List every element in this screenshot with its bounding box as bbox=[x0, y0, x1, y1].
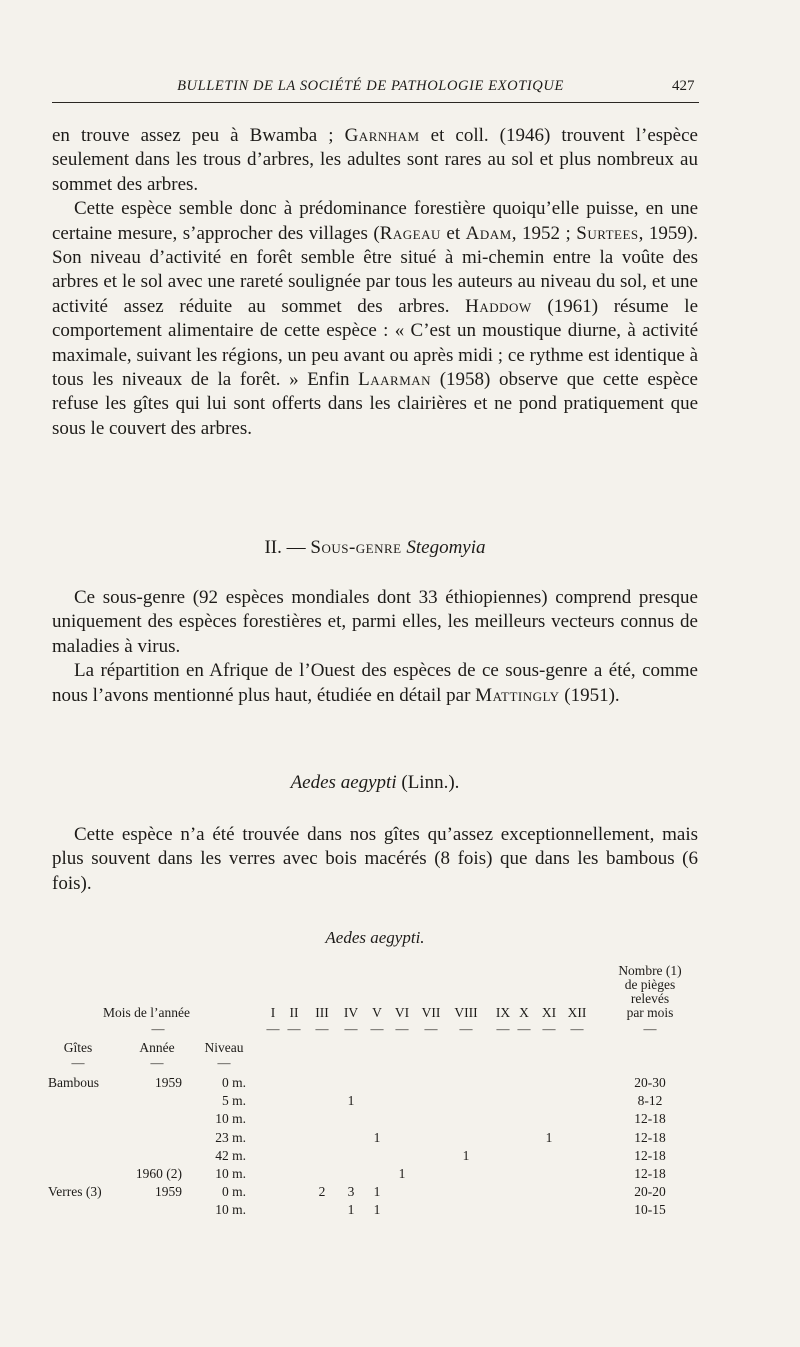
header-dash: — bbox=[496, 1021, 510, 1036]
section-heading: II. — Sous-genre Stegomyia bbox=[264, 537, 486, 558]
header-dash: — bbox=[266, 1021, 280, 1036]
month-header: I bbox=[270, 1005, 276, 1020]
month-header: VIII bbox=[454, 1005, 478, 1020]
header-dash: — bbox=[370, 1021, 384, 1036]
author-name: Surtees bbox=[576, 222, 639, 244]
table-cell: 1 bbox=[462, 1147, 470, 1163]
row-count: 12-18 bbox=[634, 1111, 666, 1127]
row-niveau: 10 m. bbox=[215, 1202, 246, 1218]
month-header: X bbox=[519, 1005, 529, 1020]
header-dash: — bbox=[287, 1021, 301, 1036]
paragraph-3: Ce sous-genre (92 espèces mondiales dont 33 éthiopiennes) comprend presque uniquement des espèces forestières et, parmi elles, les meilleurs vecteurs connus de maladies à virus. bbox=[52, 587, 698, 657]
month-header: VI bbox=[394, 1005, 410, 1020]
body-text-middle bbox=[52, 586, 698, 708]
row-niveau: 23 m. bbox=[215, 1129, 246, 1145]
header-dash: — bbox=[395, 1021, 409, 1036]
column-header-niveau: Niveau bbox=[204, 1040, 244, 1055]
table-cell: 1 bbox=[373, 1202, 381, 1218]
row-niveau: 0 m. bbox=[221, 1184, 246, 1200]
header-dash: — bbox=[643, 1021, 657, 1036]
author-name: Adam bbox=[465, 222, 512, 244]
table-cell: 1 bbox=[545, 1129, 553, 1145]
header-dash: — bbox=[542, 1021, 556, 1036]
header-dash: — bbox=[71, 1055, 85, 1070]
species-heading: Aedes aegypti (Linn.). bbox=[290, 772, 460, 793]
header-rule bbox=[52, 102, 699, 103]
month-header: VII bbox=[421, 1005, 441, 1020]
row-niveau: 5 m. bbox=[221, 1093, 246, 1109]
count-header-line: de pièges bbox=[624, 977, 676, 992]
month-header: III bbox=[315, 1005, 329, 1020]
table-cell: 1 bbox=[347, 1202, 355, 1218]
row-count: 12-18 bbox=[634, 1147, 666, 1163]
month-header: XI bbox=[541, 1005, 557, 1020]
count-header-line: relevés bbox=[630, 991, 670, 1006]
month-header: V bbox=[372, 1005, 382, 1020]
row-count: 12-18 bbox=[634, 1166, 666, 1181]
month-header: IX bbox=[495, 1005, 511, 1020]
row-niveau: 10 m. bbox=[215, 1166, 246, 1181]
row-niveau: 42 m. bbox=[215, 1147, 246, 1163]
running-header: BULLETIN DE LA SOCIÉTÉ DE PATHOLOGIE EXOTIQUE bbox=[177, 78, 564, 94]
count-header-line: Nombre (1) bbox=[618, 963, 682, 978]
row-gite: Verres (3) bbox=[48, 1184, 102, 1200]
header-dash: — bbox=[315, 1021, 329, 1036]
table-cell: 3 bbox=[347, 1184, 355, 1200]
header-dash: — bbox=[344, 1021, 358, 1036]
row-niveau: 10 m. bbox=[215, 1111, 246, 1127]
body-text-bottom bbox=[52, 823, 698, 896]
table-cell: 1 bbox=[347, 1093, 355, 1109]
row-count: 20-20 bbox=[634, 1184, 666, 1200]
author-name: Mattingly bbox=[475, 684, 560, 706]
table-cell: 1 bbox=[398, 1166, 406, 1181]
paragraph-1: en trouve assez peu à Bwamba ; Garnham et coll. (1946) trouvent l’espèce seulement dans les trous d’arbres, les adultes sont rares au sol et plus nombreux au sommet des arbres. bbox=[52, 125, 698, 195]
header-dash: — bbox=[217, 1055, 231, 1070]
header-dash: — bbox=[570, 1021, 584, 1036]
column-header-annee: Année bbox=[139, 1040, 175, 1055]
paragraph-5: Cette espèce n’a été trouvée dans nos gîtes qu’assez exceptionnellement, mais plus souvent dans les verres avec bois macérés (8 fois) que dans les bambous (6 fois). bbox=[52, 824, 698, 894]
header-dash: — bbox=[517, 1021, 531, 1036]
header-dash: — bbox=[151, 1021, 165, 1036]
paragraph-4: La répartition en Afrique de l’Ouest des espèces de ce sous-genre a été, comme nous l’avons mentionné plus haut, étudiée en détail par Mattingly (1951). bbox=[52, 660, 698, 706]
author-name: Laarman bbox=[358, 369, 432, 391]
page-number: 427 bbox=[672, 78, 695, 94]
table-cell: 2 bbox=[318, 1184, 326, 1200]
row-count: 20-30 bbox=[634, 1075, 666, 1090]
row-count: 12-18 bbox=[634, 1129, 666, 1145]
header-dash: — bbox=[150, 1055, 164, 1070]
author-name: Rageau bbox=[379, 222, 441, 244]
paragraph-2: Cette espèce semble donc à prédominance forestière quoiqu’elle puisse, en une certaine mesure, s’approcher des villages (Rageau et Adam, 1952 ; Surtees, 1959). Son niveau d’activité en forêt semble être situé à mi-chemin entre la voûte des arbres et le sol avec une rareté soulignée par tous les auteurs au niveau du sol, et une activité assez réduite au sommet des arbres. Haddow (1961) résume le comportement alimentaire de cette espèce : « C’est un moustique diurne, à activité maximale, suivant les régions, un peu avant ou après midi ; ce rythme est identique à tous les niveaux de la forêt. » Enfin Laarman (1958) observe que cette espèce refuse les gîtes qui lui sont offerts dans les clairières et ne pond pratiquement que sous le couvert des arbres. bbox=[52, 198, 698, 439]
author-name: Garnham bbox=[344, 125, 420, 146]
header-dash: — bbox=[424, 1021, 438, 1036]
row-count: 8-12 bbox=[637, 1093, 663, 1109]
table-title: Aedes aegypti. bbox=[325, 928, 425, 947]
author-name: Haddow bbox=[465, 295, 532, 317]
month-header: II bbox=[289, 1005, 299, 1020]
months-label: Mois de l’année bbox=[103, 1005, 190, 1020]
month-header: XII bbox=[567, 1005, 587, 1020]
row-annee: 1959 bbox=[155, 1184, 182, 1200]
month-header: IV bbox=[343, 1005, 359, 1020]
table-cell: 1 bbox=[373, 1129, 381, 1145]
row-niveau: 0 m. bbox=[221, 1075, 246, 1090]
header-dash: — bbox=[459, 1021, 473, 1036]
row-annee: 1959 bbox=[155, 1075, 182, 1090]
row-count: 10-15 bbox=[634, 1202, 666, 1218]
column-header-gites: Gîtes bbox=[63, 1040, 93, 1055]
row-gite: Bambous bbox=[48, 1075, 100, 1090]
table-cell: 1 bbox=[373, 1184, 381, 1200]
row-annee: 1960 (2) bbox=[135, 1166, 182, 1181]
body-text-top bbox=[52, 124, 698, 441]
count-header-line: par mois bbox=[626, 1005, 674, 1020]
